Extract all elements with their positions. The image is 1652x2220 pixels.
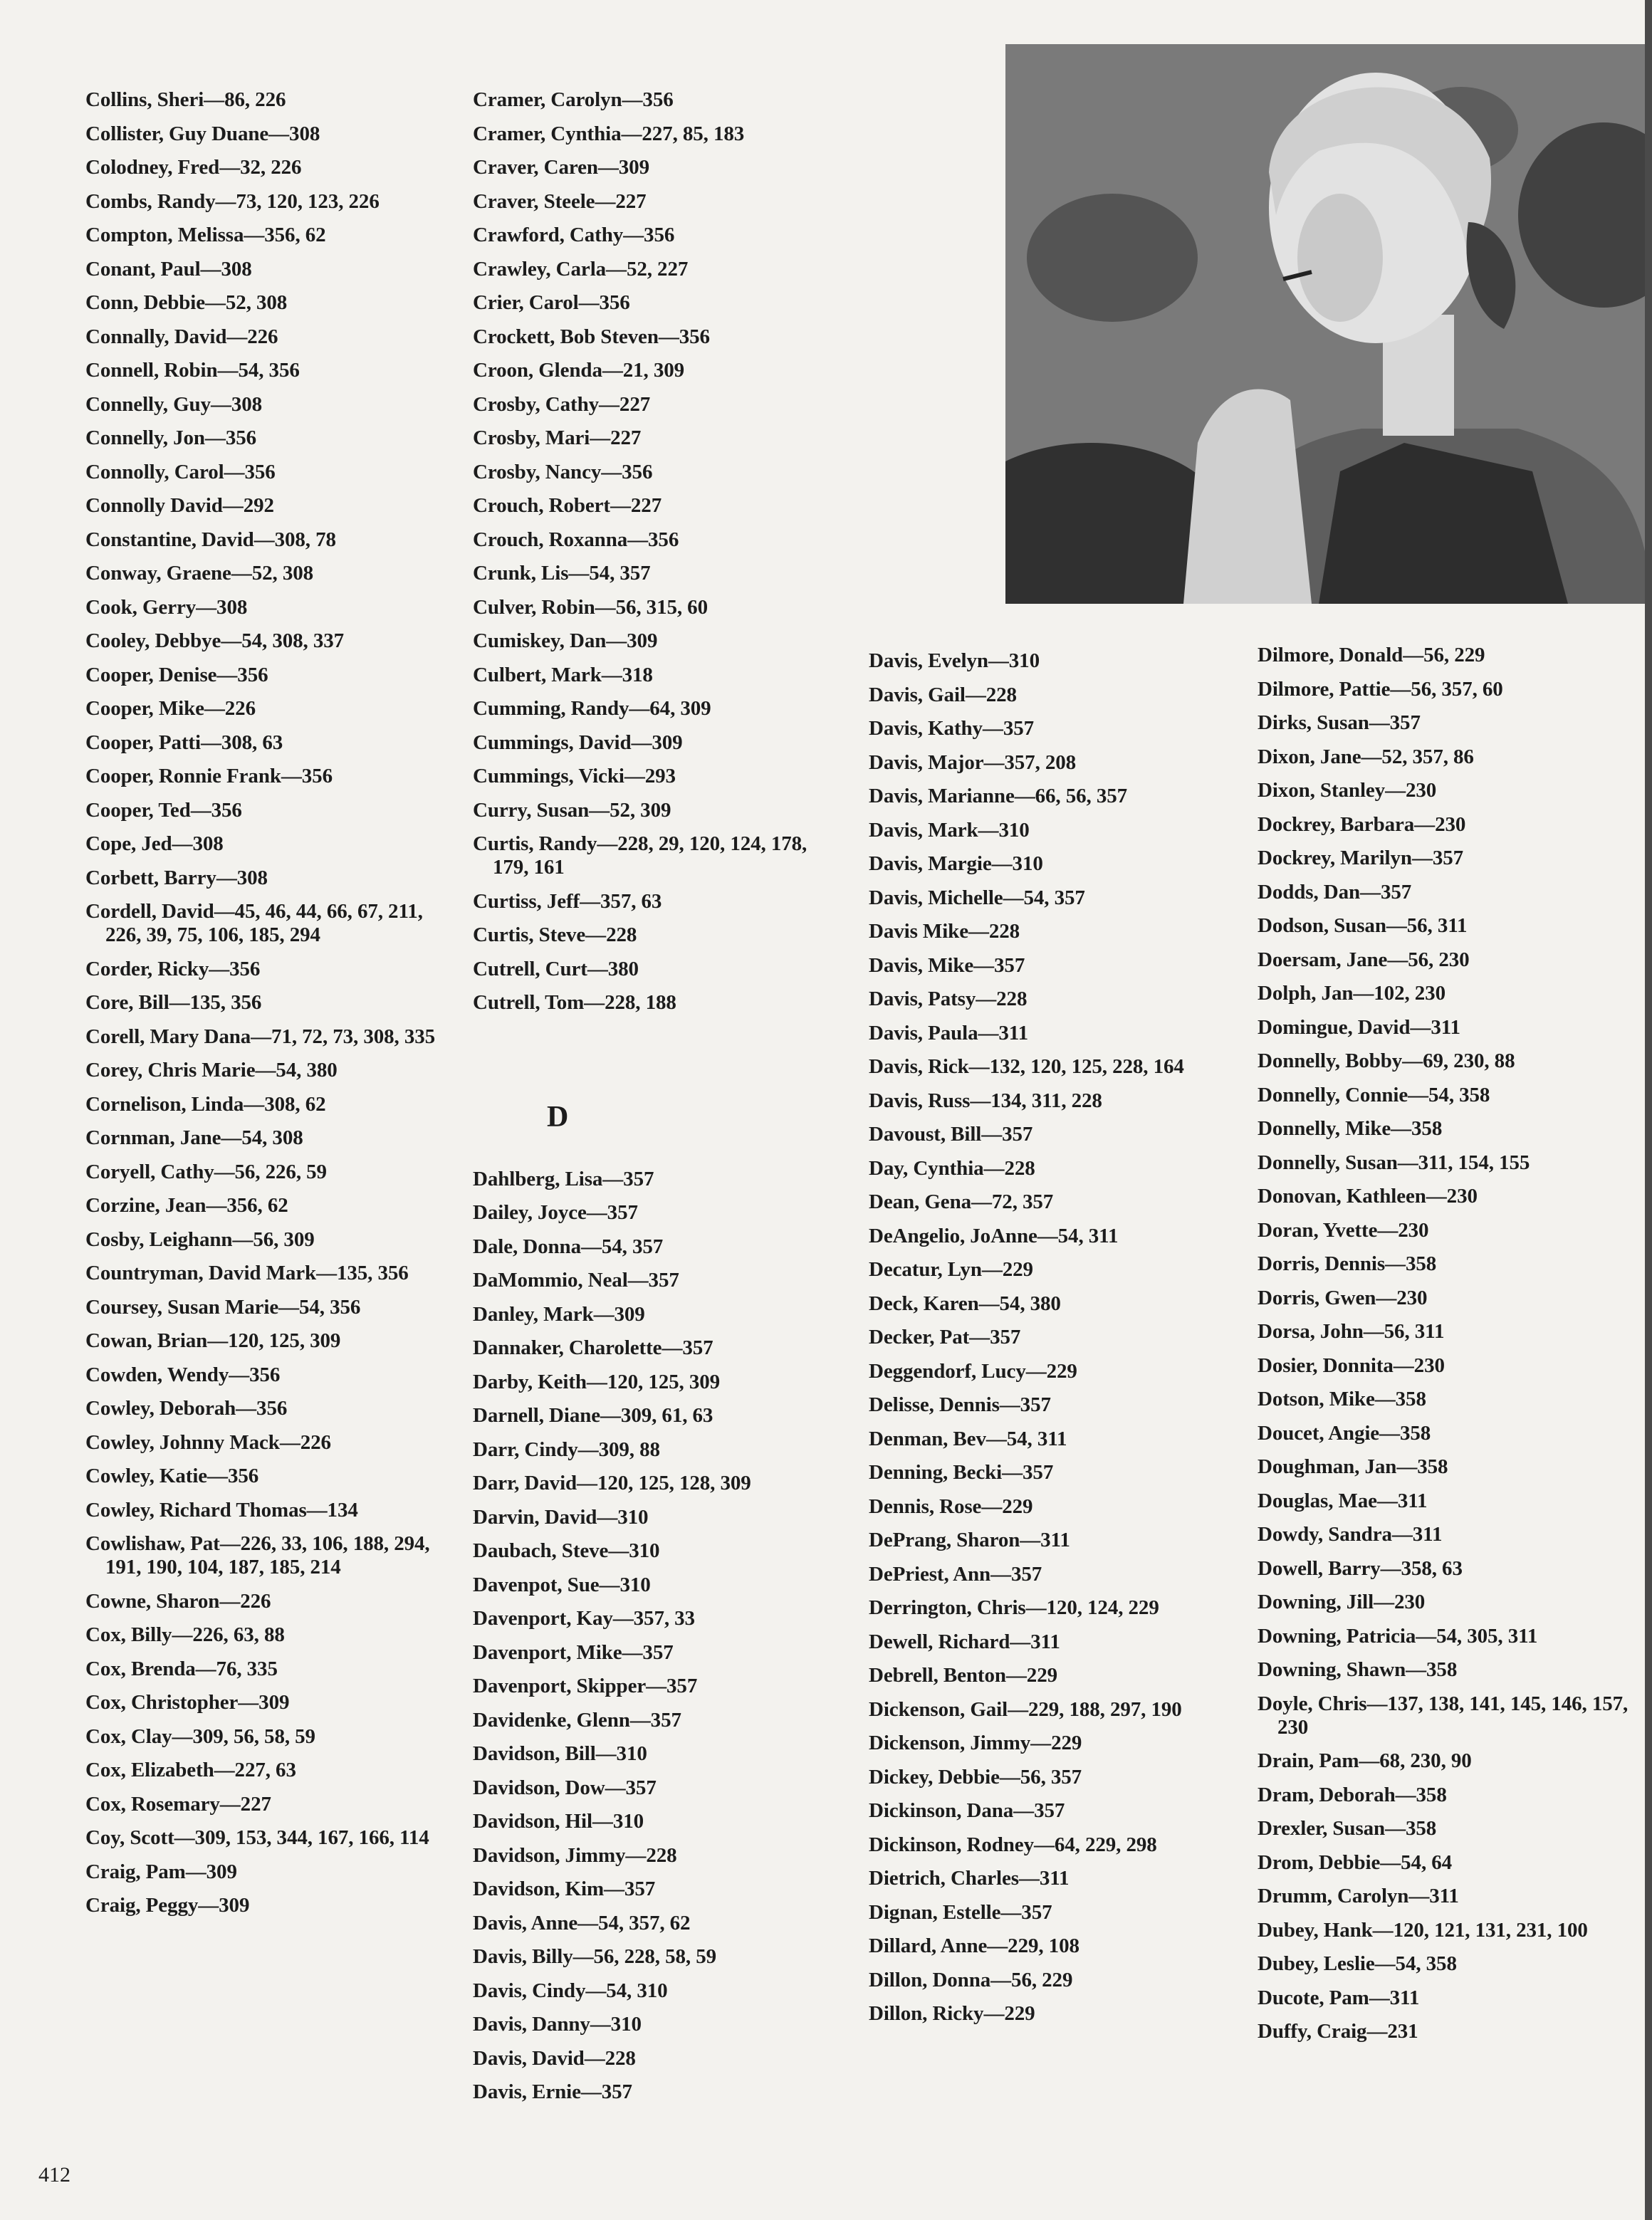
index-entry: Coursey, Susan Marie—54, 356 — [85, 1295, 361, 1319]
index-entry: Dickenson, Jimmy—229 — [869, 1732, 1082, 1754]
index-entry: Darr, Cindy—309, 88 — [473, 1438, 660, 1461]
index-entry: Dolph, Jan—102, 230 — [1258, 982, 1446, 1005]
index-entry: Doughman, Jan—358 — [1258, 1455, 1448, 1478]
page-number: 412 — [38, 2163, 70, 2187]
index-entry: Cutrell, Tom—228, 188 — [473, 991, 676, 1014]
index-entry: Cox, Christopher—309 — [85, 1691, 290, 1714]
index-entry: Crawford, Cathy—356 — [473, 224, 675, 246]
index-entry: Davidson, Jimmy—228 — [473, 1843, 677, 1867]
index-entry: Coryell, Cathy—56, 226, 59 — [85, 1160, 327, 1183]
index-entry: Darr, David—120, 125, 128, 309 — [473, 1472, 751, 1494]
index-entry: Cowley, Deborah—356 — [85, 1397, 288, 1420]
index-entry: Curtis, Steve—228 — [473, 923, 637, 946]
index-entry: Dewell, Richard—311 — [869, 1630, 1060, 1653]
index-entry: Dickenson, Gail—229, 188, 297, 190 — [869, 1697, 1182, 1721]
index-entry: Cox, Rosemary—227 — [85, 1792, 271, 1816]
index-entry: Donnelly, Bobby—69, 230, 88 — [1258, 1049, 1515, 1072]
index-entry: Dockrey, Barbara—230 — [1258, 812, 1466, 836]
index-entry: Coy, Scott—309, 153, 344, 167, 166, 114 — [85, 1826, 429, 1849]
index-entry: Corzine, Jean—356, 62 — [85, 1194, 288, 1217]
index-entry: Dodson, Susan—56, 311 — [1258, 914, 1468, 937]
index-entry: Deck, Karen—54, 380 — [869, 1292, 1061, 1315]
index-entry: Cooper, Ted—356 — [85, 798, 242, 822]
index-entry: Dillon, Ricky—229 — [869, 2002, 1035, 2025]
index-entry: Dirks, Susan—357 — [1258, 711, 1421, 734]
index-entry: Deggendorf, Lucy—229 — [869, 1359, 1077, 1383]
index-entry: Davis, Margie—310 — [869, 852, 1043, 875]
photo-illustration — [1005, 44, 1652, 604]
index-entry: Donovan, Kathleen—230 — [1258, 1185, 1478, 1208]
section-spacer — [473, 1025, 843, 1168]
index-entry: Debrell, Benton—229 — [869, 1664, 1058, 1687]
index-entry: Donnelly, Connie—54, 358 — [1258, 1083, 1490, 1106]
index-entry: Constantine, David—308, 78 — [85, 528, 336, 551]
index-entry: Cowne, Sharon—226 — [85, 1589, 271, 1613]
index-entry: Davidenke, Glenn—357 — [473, 1708, 681, 1732]
index-entry: Cox, Brenda—76, 335 — [85, 1657, 278, 1680]
index-entry: Delisse, Dennis—357 — [869, 1393, 1051, 1416]
index-entry: Davis, Major—357, 208 — [869, 750, 1077, 774]
index-column-1 — [85, 88, 456, 1928]
page-edge — [1645, 0, 1652, 2220]
index-entry: Cowley, Richard Thomas—134 — [85, 1498, 358, 1522]
index-entry: Dietrich, Charles—311 — [869, 1867, 1070, 1890]
index-entry: Colodney, Fred—32, 226 — [85, 156, 302, 179]
index-entry: DaMommio, Neal—357 — [473, 1269, 679, 1292]
index-entry: DeAngelio, JoAnne—54, 311 — [869, 1224, 1119, 1247]
index-entry: Decatur, Lyn—229 — [869, 1258, 1033, 1281]
index-entry: Doersam, Jane—56, 230 — [1258, 948, 1470, 971]
index-entry: Cooper, Ronnie Frank—356 — [85, 765, 333, 787]
index-entry: Craig, Peggy—309 — [85, 1894, 250, 1917]
index-entry: Davis, Anne—54, 357, 62 — [473, 1911, 691, 1934]
index-entry: Cox, Elizabeth—227, 63 — [85, 1759, 296, 1781]
index-entry: Davis, Russ—134, 311, 228 — [869, 1089, 1102, 1112]
index-entry: Collins, Sheri—86, 226 — [85, 88, 286, 111]
index-entry: Dorris, Gwen—230 — [1258, 1286, 1428, 1309]
index-entry: Decker, Pat—357 — [869, 1326, 1021, 1349]
index-entry: Dorris, Dennis—358 — [1258, 1252, 1437, 1275]
index-entry: Cosby, Leighann—56, 309 — [85, 1227, 315, 1251]
index-entry: Connelly, Jon—356 — [85, 426, 257, 449]
index-entry: Collister, Guy Duane—308 — [85, 122, 320, 145]
index-entry: Duffy, Craig—231 — [1258, 2020, 1418, 2043]
index-entry: Doucet, Angie—358 — [1258, 1421, 1431, 1445]
index-entry: Denning, Becki—357 — [869, 1461, 1054, 1484]
index-entry: Connelly, Guy—308 — [85, 392, 263, 416]
index-entry: Dignan, Estelle—357 — [869, 1900, 1052, 1924]
index-entry: Craver, Caren—309 — [473, 156, 649, 179]
index-entry: Davis, Cindy—54, 310 — [473, 1979, 668, 2002]
index-entry: Cooper, Mike—226 — [85, 697, 256, 720]
index-entry: Cutrell, Curt—380 — [473, 957, 639, 980]
index-entry: Corey, Chris Marie—54, 380 — [85, 1059, 338, 1082]
index-entry: Connell, Robin—54, 356 — [85, 359, 300, 382]
index-entry: Core, Bill—135, 356 — [85, 991, 262, 1014]
index-entry: Dubey, Leslie—54, 358 — [1258, 1952, 1457, 1975]
index-entry: Curtis, Randy—228, 29, 120, 124, 178, 179, 161 — [473, 832, 807, 879]
index-entry: Crouch, Robert—227 — [473, 494, 662, 517]
index-entry: Davidson, Dow—357 — [473, 1776, 657, 1799]
index-entry: Dailey, Joyce—357 — [473, 1201, 638, 1224]
index-column-2 — [473, 88, 843, 2115]
index-entry: Cramer, Cynthia—227, 85, 183 — [473, 122, 745, 145]
index-entry: Donnelly, Mike—358 — [1258, 1117, 1443, 1140]
index-entry: Craig, Pam—309 — [85, 1860, 237, 1883]
index-entry: Davidson, Bill—310 — [473, 1742, 647, 1765]
index-entry: Craver, Steele—227 — [473, 189, 647, 213]
index-entry: Dennis, Rose—229 — [869, 1494, 1033, 1518]
index-entry: Davis, Paula—311 — [869, 1021, 1028, 1044]
index-entry: Cope, Jed—308 — [85, 832, 224, 855]
index-entry: Davis, Rick—132, 120, 125, 228, 164 — [869, 1055, 1184, 1078]
index-entry: Compton, Melissa—356, 62 — [85, 224, 326, 246]
index-entry: Davis, Michelle—54, 357 — [869, 886, 1085, 909]
index-entry: DePrang, Sharon—311 — [869, 1529, 1070, 1551]
index-entry: Day, Cynthia—228 — [869, 1156, 1035, 1180]
index-entry: Connally, David—226 — [85, 325, 278, 348]
index-entry: Conant, Paul—308 — [85, 257, 252, 281]
index-entry: Donnelly, Susan—311, 154, 155 — [1258, 1151, 1530, 1174]
index-entry: Davenport, Mike—357 — [473, 1640, 674, 1664]
index-entry: Corell, Mary Dana—71, 72, 73, 308, 335 — [85, 1025, 436, 1048]
index-entry: Cowlishaw, Pat—226, 33, 106, 188, 294, 191, 190, 104, 187, 185, 214 — [85, 1532, 430, 1578]
index-entry: Croon, Glenda—21, 309 — [473, 359, 685, 382]
index-entry: Cumiskey, Dan—309 — [473, 629, 658, 652]
index-entry: Cordell, David—45, 46, 44, 66, 67, 211, 226, 39, 75, 106, 185, 294 — [85, 900, 423, 946]
index-entry: Domingue, David—311 — [1258, 1015, 1460, 1039]
index-entry: Cummings, David—309 — [473, 731, 683, 754]
index-entry: Conway, Graene—52, 308 — [85, 562, 314, 585]
index-entry: Darnell, Diane—309, 61, 63 — [473, 1404, 713, 1427]
index-entry: Davidson, Hil—310 — [473, 1810, 644, 1833]
index-entry: Countryman, David Mark—135, 356 — [85, 1262, 409, 1284]
index-entry: Davidson, Kim—357 — [473, 1878, 656, 1900]
index-entry: Cumming, Randy—64, 309 — [473, 697, 711, 720]
index-entry: Drexler, Susan—358 — [1258, 1817, 1437, 1840]
index-entry: Dillard, Anne—229, 108 — [869, 1934, 1079, 1957]
index-entry: Cooper, Patti—308, 63 — [85, 731, 283, 754]
index-entry: Downing, Patricia—54, 305, 311 — [1258, 1624, 1538, 1648]
index-entry: Dickinson, Dana—357 — [869, 1799, 1065, 1822]
index-entry: Downing, Shawn—358 — [1258, 1658, 1458, 1681]
index-entry: Curtiss, Jeff—357, 63 — [473, 889, 662, 913]
index-entry: Cowden, Wendy—356 — [85, 1363, 281, 1386]
index-entry: Dockrey, Marilyn—357 — [1258, 847, 1464, 869]
index-entry: Davis, Mark—310 — [869, 818, 1030, 842]
index-entry: Corder, Ricky—356 — [85, 957, 261, 980]
index-entry: Davis, Ernie—357 — [473, 2080, 632, 2103]
index-entry: Dotson, Mike—358 — [1258, 1388, 1426, 1410]
index-entry: Drumm, Carolyn—311 — [1258, 1885, 1459, 1907]
index-entry: Davenport, Kay—357, 33 — [473, 1607, 695, 1630]
index-entry: Dodds, Dan—357 — [1258, 880, 1412, 904]
index-entry: Dickey, Debbie—56, 357 — [869, 1765, 1082, 1789]
index-entry: Cook, Gerry—308 — [85, 595, 248, 619]
index-entry: Cowley, Katie—356 — [85, 1465, 259, 1487]
index-entry: Dickinson, Rodney—64, 229, 298 — [869, 1833, 1157, 1856]
index-entry: Derrington, Chris—120, 124, 229 — [869, 1596, 1159, 1619]
index-entry: Dilmore, Pattie—56, 357, 60 — [1258, 677, 1503, 701]
index-column-4 — [1258, 644, 1635, 2054]
index-entry: Doyle, Chris—137, 138, 141, 145, 146, 157, 230 — [1258, 1692, 1629, 1739]
index-entry: Cowan, Brian—120, 125, 309 — [85, 1329, 341, 1352]
index-entry: Curry, Susan—52, 309 — [473, 798, 671, 822]
index-entry: Davis, Kathy—357 — [869, 717, 1035, 740]
index-entry: Crosby, Cathy—227 — [473, 392, 651, 416]
index-entry: Davis, Billy—56, 228, 58, 59 — [473, 1945, 717, 1968]
index-entry: Dannaker, Charolette—357 — [473, 1336, 713, 1359]
index-entry: Culver, Robin—56, 315, 60 — [473, 595, 708, 619]
index-entry: Cooper, Denise—356 — [85, 663, 268, 686]
student-photo — [1005, 44, 1652, 604]
index-column-3 — [869, 649, 1246, 2036]
index-entry: Crawley, Carla—52, 227 — [473, 257, 689, 281]
index-entry: Cooley, Debbye—54, 308, 337 — [85, 629, 345, 652]
index-entry: Dowdy, Sandra—311 — [1258, 1523, 1443, 1546]
index-entry: Dilmore, Donald—56, 229 — [1258, 644, 1485, 666]
index-entry: Cox, Clay—309, 56, 58, 59 — [85, 1724, 315, 1748]
index-entry: Connolly, Carol—356 — [85, 460, 276, 483]
index-entry: Davis, Gail—228 — [869, 683, 1017, 706]
index-entry: Culbert, Mark—318 — [473, 663, 653, 686]
index-entry: Crouch, Roxanna—356 — [473, 528, 679, 551]
index-entry: Cramer, Carolyn—356 — [473, 88, 674, 111]
index-entry: Davis Mike—228 — [869, 920, 1020, 943]
index-entry: Cummings, Vicki—293 — [473, 765, 676, 787]
index-entry: Drain, Pam—68, 230, 90 — [1258, 1749, 1472, 1772]
index-entry: Dillon, Donna—56, 229 — [869, 1968, 1073, 1991]
index-entry: Davis, Evelyn—310 — [869, 649, 1040, 672]
section-letter: D — [547, 1101, 569, 1133]
index-entry: Daubach, Steve—310 — [473, 1539, 660, 1562]
index-entry: Cornman, Jane—54, 308 — [85, 1126, 303, 1149]
index-entry: Crosby, Mari—227 — [473, 426, 642, 449]
index-entry: Denman, Bev—54, 311 — [869, 1427, 1067, 1450]
index-entry: Cowley, Johnny Mack—226 — [85, 1430, 331, 1454]
index-entry: Crosby, Nancy—356 — [473, 460, 653, 483]
index-entry: Davis, Patsy—228 — [869, 988, 1028, 1010]
index-entry: Dixon, Stanley—230 — [1258, 779, 1437, 802]
index-entry: Dowell, Barry—358, 63 — [1258, 1556, 1463, 1580]
index-entry: DePriest, Ann—357 — [869, 1562, 1042, 1586]
index-entry: Ducote, Pam—311 — [1258, 1986, 1420, 2009]
index-entry: Davenpot, Sue—310 — [473, 1573, 651, 1596]
index-entry: Combs, Randy—73, 120, 123, 226 — [85, 189, 380, 213]
index-entry: Dosier, Donnita—230 — [1258, 1354, 1445, 1377]
index-entry: Danley, Mark—309 — [473, 1302, 645, 1326]
index-entry: Dram, Deborah—358 — [1258, 1783, 1447, 1806]
index-entry: Crunk, Lis—54, 357 — [473, 562, 651, 585]
index-entry: Dorsa, John—56, 311 — [1258, 1320, 1445, 1343]
index-entry: Davoust, Bill—357 — [869, 1123, 1033, 1146]
index-entry: Cornelison, Linda—308, 62 — [85, 1092, 326, 1116]
index-entry: Crockett, Bob Steven—356 — [473, 325, 710, 348]
index-entry: Connolly David—292 — [85, 494, 274, 517]
index-entry: Drom, Debbie—54, 64 — [1258, 1850, 1453, 1874]
index-entry: Davis, David—228 — [473, 2046, 636, 2070]
index-entry: Cox, Billy—226, 63, 88 — [85, 1623, 285, 1646]
index-entry: Douglas, Mae—311 — [1258, 1489, 1428, 1512]
index-entry: Dubey, Hank—120, 121, 131, 231, 100 — [1258, 1918, 1588, 1942]
index-entry: Darby, Keith—120, 125, 309 — [473, 1370, 721, 1393]
index-entry: Doran, Yvette—230 — [1258, 1218, 1429, 1242]
index-entry: Conn, Debbie—52, 308 — [85, 291, 288, 314]
index-entry: Dale, Donna—54, 357 — [473, 1235, 664, 1258]
index-entry: Dixon, Jane—52, 357, 86 — [1258, 745, 1474, 768]
index-entry: Davis, Danny—310 — [473, 2013, 642, 2036]
index-entry: Dahlberg, Lisa—357 — [473, 1167, 654, 1190]
index-entry: Downing, Jill—230 — [1258, 1591, 1426, 1613]
index-entry: Davenport, Skipper—357 — [473, 1675, 698, 1697]
index-entry: Davis, Marianne—66, 56, 357 — [869, 785, 1128, 807]
index-entry: Davis, Mike—357 — [869, 953, 1025, 977]
index-entry: Dean, Gena—72, 357 — [869, 1190, 1054, 1213]
index-entry: Darvin, David—310 — [473, 1505, 649, 1529]
index-entry: Crier, Carol—356 — [473, 291, 630, 314]
index-entry: Corbett, Barry—308 — [85, 866, 268, 889]
